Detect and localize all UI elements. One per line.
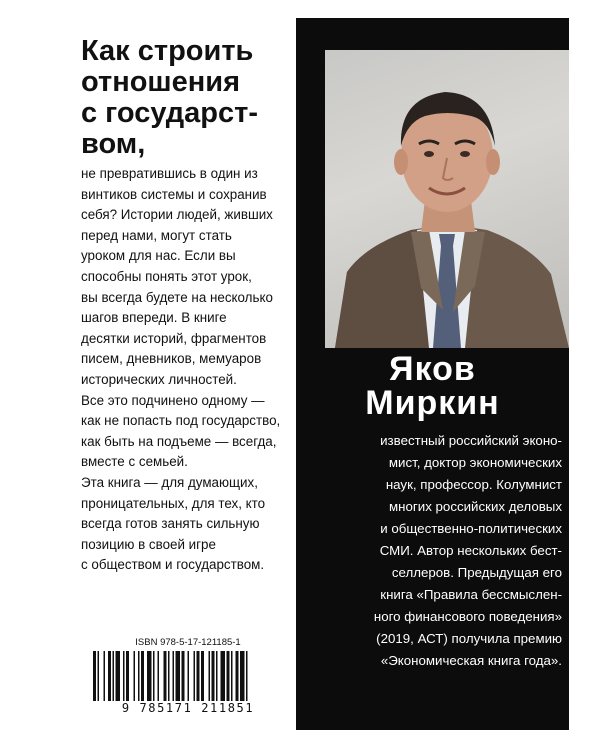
blurb-line: всегда готов занять сильную — [81, 516, 260, 532]
bio-line: мист, доктор экономических — [388, 455, 562, 470]
blurb-line: винтиков системы и сохранив — [81, 186, 267, 202]
bio-line: наук, профессор. Колумнист — [385, 477, 562, 492]
author-photo — [325, 50, 569, 348]
blurb-line: как быть на подъеме — всегда, — [81, 433, 277, 449]
headline-line: с государст- — [81, 97, 258, 129]
blurb-line: как не попасть под государство, — [81, 413, 281, 429]
bio-line: многих российских деловых — [389, 499, 562, 514]
blurb-line: себя? Истории людей, живших — [81, 207, 273, 223]
bio-line: известный российский эконо- — [380, 433, 562, 448]
barcode-bars-icon — [85, 651, 291, 701]
headline-line: вом, — [81, 128, 146, 160]
bio-line: СМИ. Автор нескольких бест- — [379, 543, 562, 558]
blurb-line: писем, дневников, мемуаров — [81, 351, 262, 367]
bio-line: «Экономическая книга года». — [380, 653, 562, 668]
isbn-barcode — [85, 637, 291, 719]
blurb-line: десятки историй, фрагментов — [81, 330, 267, 346]
blurb — [81, 164, 296, 576]
author-first-name: Яков — [389, 350, 476, 388]
blurb-line: позицию в своей игре — [81, 536, 216, 552]
headline — [81, 36, 301, 160]
blurb-line: исторических личностей. — [81, 371, 237, 387]
bio-line: ного финансового поведения» — [373, 609, 562, 624]
blurb-line: шагов впереди. В книге — [81, 310, 227, 326]
blurb-line: уроком для нас. Если вы — [81, 248, 236, 264]
author-bio — [304, 430, 562, 672]
blurb-line: вместе с семьей. — [81, 454, 188, 470]
bio-line: и общественно-политических — [380, 521, 562, 536]
author-name — [296, 352, 569, 420]
author-portrait-illustration — [325, 50, 569, 348]
blurb-line: не превратившись в один из — [81, 166, 258, 181]
author-last-name: Миркин — [365, 384, 500, 422]
blurb-line: вы всегда будете на несколько — [81, 289, 273, 305]
blurb-line: проницательных, для тех, кто — [81, 495, 266, 511]
blurb-line: с обществом и государством. — [81, 557, 265, 573]
blurb-line: способны понять этот урок, — [81, 268, 252, 284]
isbn-label: ISBN 978-5-17-121185-1 — [135, 637, 241, 648]
headline-line: Как строить — [81, 35, 254, 67]
blurb-line: перед нами, могут стать — [81, 227, 232, 243]
bio-line: (2019, АСТ) получила премию — [376, 631, 562, 646]
headline-line: отношения — [81, 66, 240, 98]
bio-line: книга «Правила бессмыслен- — [380, 587, 562, 602]
barcode-digits: 9 785171 211851 — [121, 701, 255, 715]
blurb-line: Эта книга — для думающих, — [81, 474, 258, 490]
bio-line: селлеров. Предыдущая его — [391, 565, 562, 580]
blurb-line: Все это подчинено одному — — [81, 392, 265, 408]
